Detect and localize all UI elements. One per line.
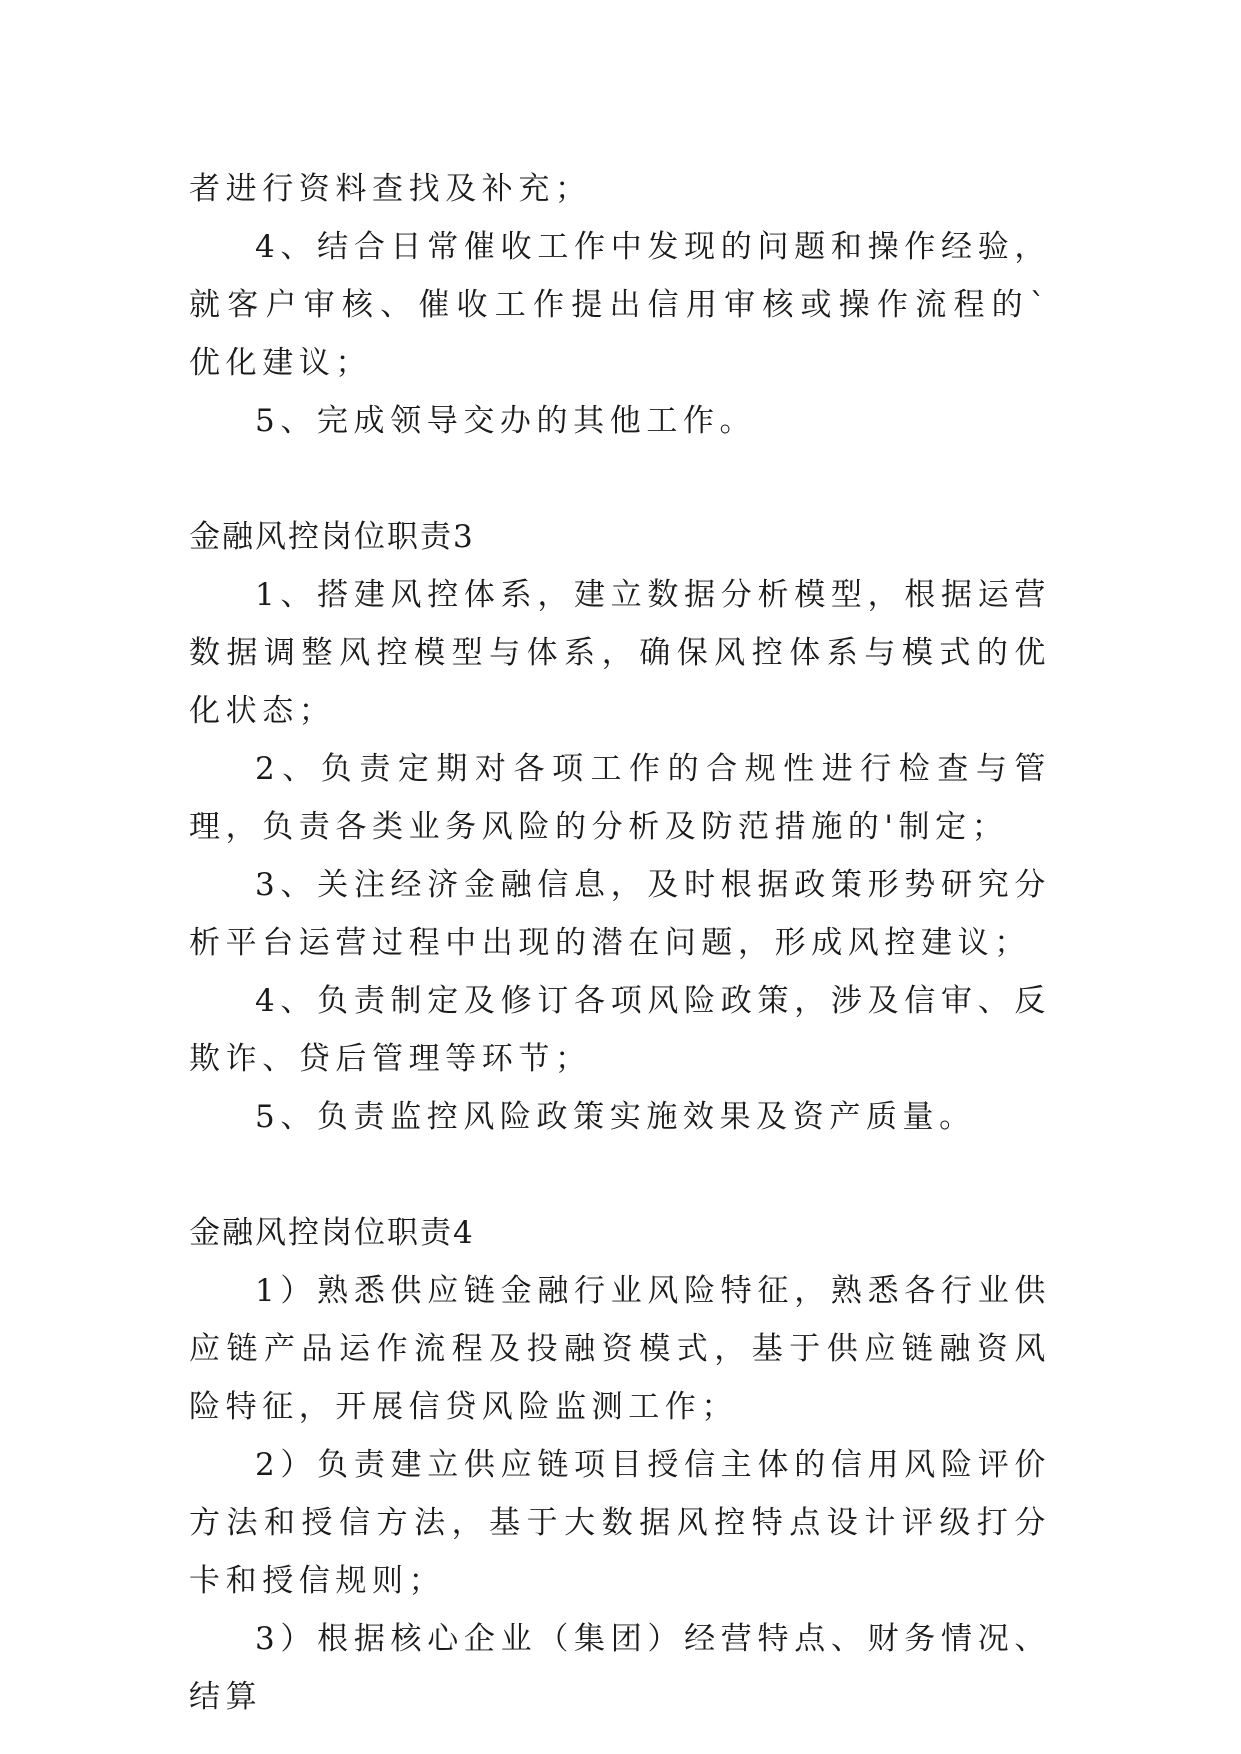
intro-fragment: 者进行资料查找及补充；	[189, 171, 592, 207]
section3-item-2: 2、负责定期对各项工作的合规性进行检查与管理，负责各类业务风险的分析及防范措施的'制定；	[189, 751, 1051, 845]
section3-item-1: 1、搭建风控体系，建立数据分析模型，根据运营数据调整风控模型与体系，确保风控体系与模式的优化状态；	[189, 577, 1051, 729]
section2-item-4: 4、结合日常催收工作中发现的问题和操作经验，就客户审核、催收工作提出信用审核或操作流程的`优化建议；	[189, 229, 1051, 381]
section3-heading: 金融风控岗位职责3	[189, 519, 475, 555]
section3-item-5: 5、负责监控风险政策实施效果及资产质量。	[255, 1099, 976, 1135]
section4-item-2: 2）负责建立供应链项目授信主体的信用风险评价方法和授信方法，基于大数据风控特点设计评级打分卡和授信规则；	[189, 1447, 1051, 1599]
section4-heading: 金融风控岗位职责4	[189, 1215, 475, 1251]
section3-item-3: 3、关注经济金融信息，及时根据政策形势研究分析平台运营过程中出现的潜在问题，形成风控建议；	[189, 867, 1051, 961]
section4-item-1: 1）熟悉供应链金融行业风险特征，熟悉各行业供应链产品运作流程及投融资模式，基于供应链融资风险特征，开展信贷风险监测工作；	[189, 1273, 1051, 1425]
section2-item-5: 5、完成领导交办的其他工作。	[255, 403, 757, 439]
document-body	[189, 160, 1051, 1726]
section4-item-3: 3）根据核心企业（集团）经营特点、财务情况、结算	[189, 1621, 1051, 1715]
section3-item-4: 4、负责制定及修订各项风险政策，涉及信审、反欺诈、贷后管理等环节；	[189, 983, 1051, 1077]
